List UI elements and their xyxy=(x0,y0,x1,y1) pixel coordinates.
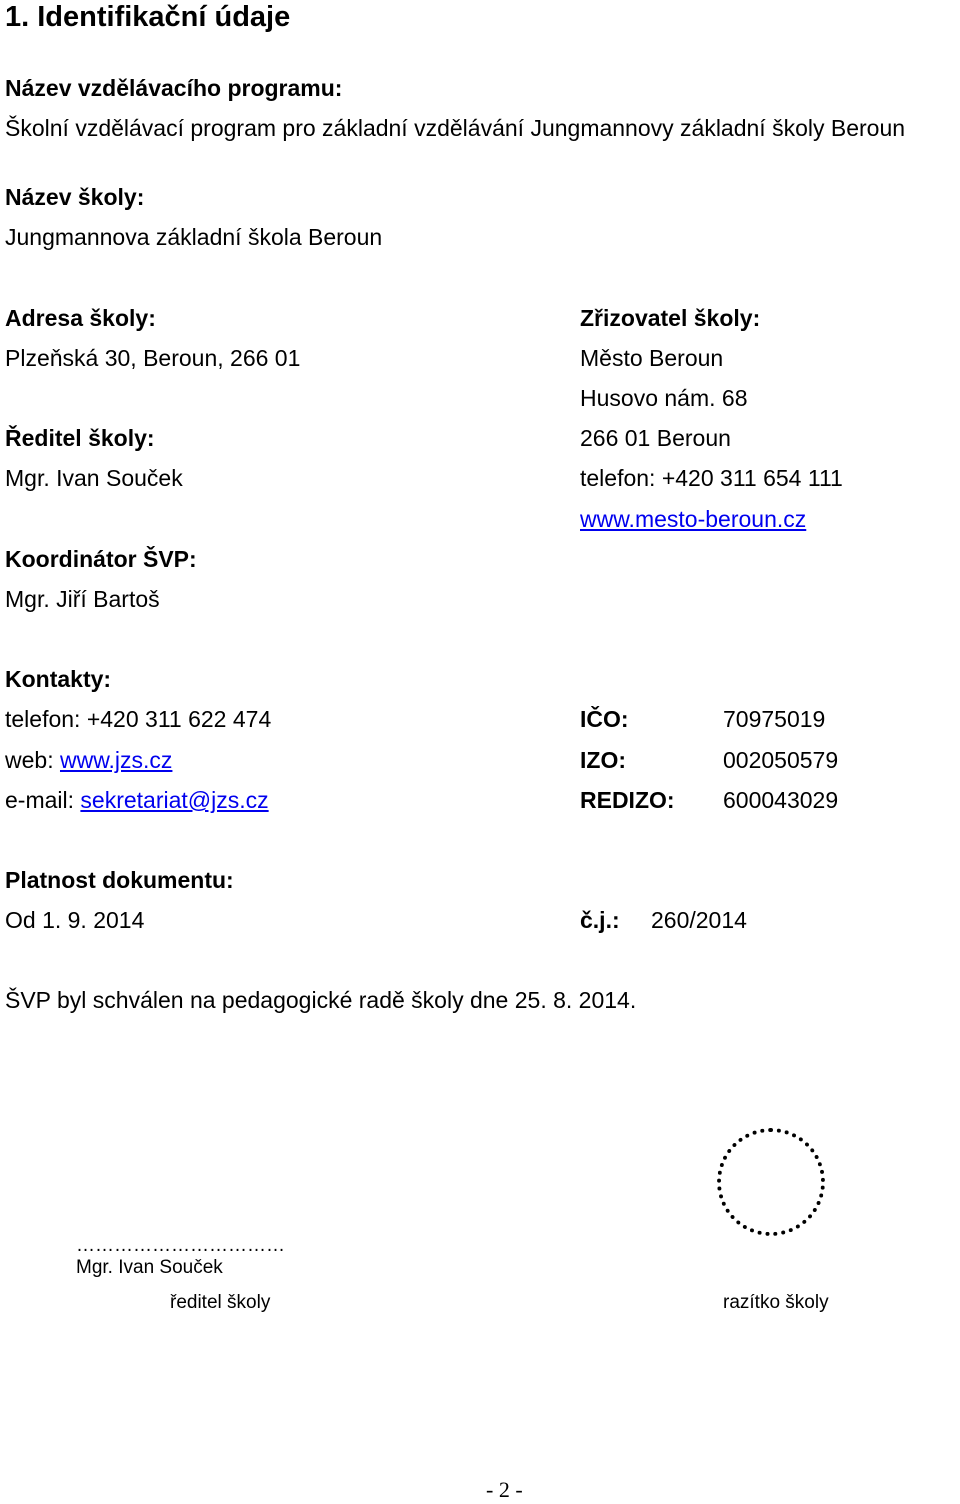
founder-phone: telefon: +420 311 654 111 xyxy=(580,465,843,491)
validity-label: Platnost dokumentu: xyxy=(5,867,234,893)
founder-label: Zřizovatel školy: xyxy=(580,305,761,331)
redizo-label: REDIZO: xyxy=(580,787,675,813)
school-value: Jungmannova základní škola Beroun xyxy=(5,224,383,250)
izo-label: IZO: xyxy=(580,747,626,773)
stamp-circle xyxy=(717,1128,825,1236)
director-value: Mgr. Ivan Souček xyxy=(5,465,183,491)
contacts-web xyxy=(5,746,172,774)
address-value: Plzeňská 30, Beroun, 266 01 xyxy=(5,345,301,371)
founder-city: 266 01 Beroun xyxy=(580,425,731,451)
redizo-value: 600043029 xyxy=(723,787,839,813)
email-label: e-mail: xyxy=(5,787,75,813)
founder-web-link[interactable]: www.mesto-beroun.cz xyxy=(580,506,807,532)
director-label: Ředitel školy: xyxy=(5,425,155,451)
ico-value: 70975019 xyxy=(723,706,826,732)
web-label: web: xyxy=(5,747,54,773)
reference-value: 260/2014 xyxy=(651,907,747,933)
school-label: Název školy: xyxy=(5,184,145,210)
coordinator-label: Koordinátor ŠVP: xyxy=(5,546,197,572)
signature-role: ředitel školy xyxy=(170,1292,271,1313)
founder-street: Husovo nám. 68 xyxy=(580,385,748,411)
page-number: - 2 - xyxy=(486,1477,523,1502)
contacts-phone: telefon: +420 311 622 474 xyxy=(5,706,272,732)
ico-label: IČO: xyxy=(580,706,629,732)
contacts-label: Kontakty: xyxy=(5,666,112,692)
program-label: Název vzdělávacího programu: xyxy=(5,75,343,101)
validity-from: Od 1. 9. 2014 xyxy=(5,907,145,933)
coordinator-value: Mgr. Jiří Bartoš xyxy=(5,586,160,612)
page-title: 1. Identifikační údaje xyxy=(5,1,291,33)
reference-label: č.j.: xyxy=(580,907,620,933)
program-value: Školní vzdělávací program pro základní vzdělávání Jungmannovy základní školy Beroun xyxy=(5,115,906,141)
contacts-email xyxy=(5,786,269,814)
signature-line: …………………………… xyxy=(76,1235,285,1256)
school-email-link[interactable]: sekretariat@jzs.cz xyxy=(80,787,269,813)
approval-text: ŠVP byl schválen na pedagogické radě školy dne 25. 8. 2014. xyxy=(5,987,637,1013)
stamp-label: razítko školy xyxy=(723,1292,829,1313)
signature-name: Mgr. Ivan Souček xyxy=(76,1257,223,1278)
school-web-link[interactable]: www.jzs.cz xyxy=(59,747,173,773)
address-label: Adresa školy: xyxy=(5,305,156,331)
izo-value: 002050579 xyxy=(723,747,839,773)
founder-name: Město Beroun xyxy=(580,345,724,371)
